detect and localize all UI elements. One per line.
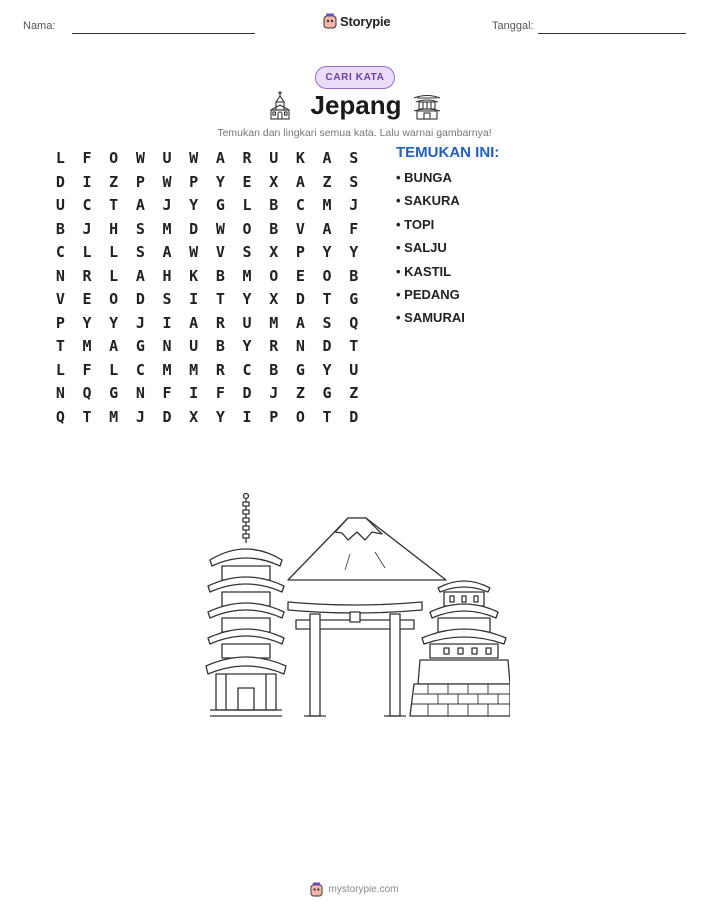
storypie-logo-icon: [323, 13, 337, 29]
grid-cell[interactable]: F: [349, 219, 359, 238]
header: [0, 0, 709, 50]
grid-cell[interactable]: U: [269, 149, 279, 167]
name-label: Nama:: [23, 20, 56, 32]
name-line[interactable]: [72, 33, 255, 34]
torii-gate-drawing: [288, 602, 422, 716]
grid-cell[interactable]: X: [269, 243, 279, 261]
grid-row: [47, 218, 367, 242]
grid-cell[interactable]: G: [215, 196, 225, 214]
grid-cell[interactable]: S: [349, 172, 359, 191]
grid-cell[interactable]: A: [215, 149, 225, 167]
grid-cell[interactable]: H: [109, 219, 119, 238]
grid-cell[interactable]: L: [55, 360, 65, 379]
grid-cell[interactable]: B: [269, 196, 279, 214]
grid-cell[interactable]: T: [349, 337, 359, 355]
japan-coloring-illustration: [200, 488, 510, 720]
grid-cell[interactable]: M: [322, 196, 332, 214]
grid-row: [47, 147, 367, 171]
grid-cell[interactable]: Y: [242, 290, 252, 308]
grid-cell[interactable]: J: [269, 384, 279, 402]
grid-cell[interactable]: Z: [349, 384, 359, 402]
grid-cell[interactable]: O: [109, 290, 119, 308]
grid-cell[interactable]: R: [82, 266, 92, 285]
grid-cell[interactable]: S: [322, 313, 332, 332]
grid-row: [47, 335, 367, 359]
title-row: [0, 90, 709, 124]
grid-cell[interactable]: O: [242, 219, 252, 238]
grid-cell[interactable]: W: [162, 172, 172, 191]
grid-cell[interactable]: Q: [82, 384, 92, 402]
grid-cell[interactable]: X: [269, 172, 279, 191]
word-item: • BUNGA: [396, 170, 452, 185]
grid-cell[interactable]: S: [135, 219, 145, 238]
grid-cell[interactable]: O: [295, 407, 305, 426]
grid-cell[interactable]: B: [269, 360, 279, 379]
grid-cell[interactable]: M: [269, 313, 279, 332]
grid-cell[interactable]: M: [189, 360, 199, 379]
grid-cell[interactable]: B: [215, 266, 225, 285]
grid-row: [47, 312, 367, 336]
grid-cell[interactable]: N: [135, 384, 145, 402]
grid-cell[interactable]: I: [189, 384, 199, 402]
grid-cell[interactable]: J: [349, 196, 359, 214]
grid-cell[interactable]: D: [349, 407, 359, 426]
grid-cell[interactable]: F: [162, 384, 172, 402]
grid-cell[interactable]: E: [295, 266, 305, 285]
grid-cell[interactable]: S: [242, 243, 252, 261]
word-list: [396, 144, 499, 334]
instructions: Temukan dan lingkari semua kata. Lalu warnai gambarnya!: [217, 127, 492, 139]
grid-cell[interactable]: R: [242, 149, 252, 167]
grid-cell[interactable]: C: [135, 360, 145, 379]
grid-cell[interactable]: P: [55, 313, 65, 332]
grid-row: [47, 382, 367, 406]
grid-cell[interactable]: G: [109, 384, 119, 402]
grid-cell[interactable]: U: [162, 149, 172, 167]
grid-cell[interactable]: Y: [322, 243, 332, 261]
grid-cell[interactable]: B: [269, 219, 279, 238]
grid-cell[interactable]: A: [109, 337, 119, 355]
grid-cell[interactable]: Q: [55, 407, 65, 426]
grid-cell[interactable]: E: [82, 290, 92, 308]
grid-cell[interactable]: D: [242, 384, 252, 402]
grid-row: [47, 288, 367, 312]
footer: [0, 880, 709, 898]
grid-cell[interactable]: O: [322, 266, 332, 285]
grid-cell[interactable]: M: [109, 407, 119, 426]
grid-cell[interactable]: K: [189, 266, 199, 285]
grid-cell[interactable]: A: [162, 243, 172, 261]
grid-cell[interactable]: R: [269, 337, 279, 355]
grid-cell[interactable]: G: [349, 290, 359, 308]
grid-row: [47, 359, 367, 383]
date-label: Tanggal:: [492, 20, 534, 32]
grid-cell[interactable]: N: [55, 384, 65, 402]
grid-cell[interactable]: D: [135, 290, 145, 308]
brand-name: Storypie: [340, 13, 391, 29]
grid-cell[interactable]: D: [55, 172, 65, 191]
grid-cell[interactable]: A: [322, 219, 332, 238]
grid-row: [47, 265, 367, 289]
grid-cell[interactable]: D: [322, 337, 332, 355]
grid-cell[interactable]: P: [189, 172, 199, 191]
grid-cell[interactable]: J: [135, 407, 145, 426]
grid-cell[interactable]: B: [55, 219, 65, 238]
grid-cell[interactable]: Y: [82, 313, 92, 332]
grid-cell[interactable]: V: [295, 219, 305, 238]
grid-cell[interactable]: U: [349, 360, 359, 379]
grid-cell[interactable]: Y: [109, 313, 119, 332]
grid-cell[interactable]: S: [135, 243, 145, 261]
word-item: • SAMURAI: [396, 310, 465, 326]
grid-cell[interactable]: T: [82, 407, 92, 426]
letter-grid[interactable]: [47, 147, 367, 429]
grid-cell[interactable]: L: [109, 360, 119, 379]
grid-cell[interactable]: P: [269, 407, 279, 426]
grid-cell[interactable]: J: [135, 313, 145, 332]
grid-cell[interactable]: D: [189, 219, 199, 238]
grid-cell[interactable]: O: [269, 266, 279, 285]
word-item: • PEDANG: [396, 286, 460, 302]
word-item: • SALJU: [396, 240, 447, 256]
grid-cell[interactable]: G: [295, 360, 305, 379]
grid-row: [47, 194, 367, 218]
mountain-drawing: [288, 518, 446, 580]
grid-row: [47, 241, 367, 265]
grid-row: [47, 406, 367, 430]
grid-cell[interactable]: D: [162, 407, 172, 426]
grid-cell[interactable]: C: [82, 196, 92, 214]
grid-cell[interactable]: I: [162, 313, 172, 332]
grid-cell[interactable]: A: [295, 313, 305, 332]
page-title: Jepang: [310, 90, 402, 120]
grid-cell[interactable]: M: [82, 337, 92, 355]
grid-cell[interactable]: T: [215, 290, 225, 308]
grid-cell[interactable]: A: [135, 266, 145, 285]
grid-cell[interactable]: A: [189, 313, 199, 332]
grid-cell[interactable]: V: [55, 290, 65, 308]
grid-cell[interactable]: Z: [322, 172, 332, 191]
grid-cell[interactable]: M: [162, 360, 172, 379]
grid-cell[interactable]: F: [215, 384, 225, 402]
grid-cell[interactable]: S: [349, 149, 359, 167]
grid-cell[interactable]: O: [109, 149, 119, 167]
grid-cell[interactable]: Y: [215, 407, 225, 426]
grid-cell[interactable]: C: [55, 243, 65, 261]
grid-cell[interactable]: M: [242, 266, 252, 285]
grid-cell[interactable]: U: [189, 337, 199, 355]
grid-cell[interactable]: U: [242, 313, 252, 332]
brand: [323, 13, 390, 29]
grid-cell[interactable]: I: [189, 290, 199, 308]
grid-cell[interactable]: U: [55, 196, 65, 214]
grid-cell[interactable]: L: [55, 149, 65, 167]
grid-cell[interactable]: H: [162, 266, 172, 285]
grid-cell[interactable]: T: [109, 196, 119, 214]
grid-cell[interactable]: C: [295, 196, 305, 214]
word-item: • SAKURA: [396, 193, 460, 209]
grid-cell[interactable]: L: [109, 243, 119, 261]
grid-cell[interactable]: C: [242, 360, 252, 379]
grid-cell[interactable]: K: [295, 149, 305, 167]
grid-cell[interactable]: W: [215, 219, 225, 238]
grid-cell[interactable]: E: [242, 172, 252, 191]
grid-cell[interactable]: G: [135, 337, 145, 355]
shrine-icon: [412, 92, 442, 120]
grid-cell[interactable]: N: [55, 266, 65, 285]
grid-cell[interactable]: X: [269, 290, 279, 308]
grid-cell[interactable]: S: [162, 290, 172, 308]
word-item: • TOPI: [396, 216, 435, 232]
grid-cell[interactable]: J: [162, 196, 172, 214]
grid-cell[interactable]: N: [295, 337, 305, 355]
grid-cell[interactable]: T: [322, 290, 332, 308]
grid-cell[interactable]: W: [135, 149, 145, 167]
grid-cell[interactable]: T: [322, 407, 332, 426]
date-line[interactable]: [538, 33, 686, 34]
grid-cell[interactable]: W: [189, 243, 199, 261]
grid-cell[interactable]: Y: [349, 243, 359, 261]
grid-cell[interactable]: B: [215, 337, 225, 355]
grid-cell[interactable]: B: [349, 266, 359, 285]
grid-cell[interactable]: Z: [109, 172, 119, 191]
church-icon: [268, 90, 292, 120]
grid-cell[interactable]: A: [295, 172, 305, 191]
grid-cell[interactable]: I: [242, 407, 252, 426]
grid-cell[interactable]: A: [322, 149, 332, 167]
grid-cell[interactable]: F: [82, 149, 92, 167]
grid-cell[interactable]: A: [135, 196, 145, 214]
grid-cell[interactable]: R: [215, 360, 225, 379]
grid-cell[interactable]: R: [215, 313, 225, 332]
grid-cell[interactable]: I: [82, 172, 92, 191]
grid-cell[interactable]: Q: [349, 313, 359, 332]
word-list-title: TEMUKAN INI:: [396, 144, 500, 161]
footer-url[interactable]: mystorypie.com: [328, 883, 399, 895]
grid-cell[interactable]: W: [189, 149, 199, 167]
grid-cell[interactable]: L: [109, 266, 119, 285]
grid-cell[interactable]: Y: [242, 337, 252, 355]
grid-cell[interactable]: Y: [215, 172, 225, 191]
grid-cell[interactable]: V: [215, 243, 225, 261]
grid-cell[interactable]: T: [55, 337, 65, 355]
grid-cell[interactable]: M: [162, 219, 172, 238]
pagoda-drawing: [206, 493, 286, 716]
grid-cell[interactable]: Z: [295, 384, 305, 402]
grid-cell[interactable]: X: [189, 407, 199, 426]
category-badge: CARI KATA: [315, 66, 395, 89]
storypie-logo-icon: [310, 882, 323, 897]
grid-cell[interactable]: G: [322, 384, 332, 402]
grid-row: [47, 171, 367, 195]
grid-cell[interactable]: Y: [322, 360, 332, 379]
grid-cell[interactable]: F: [82, 360, 92, 379]
grid-cell[interactable]: N: [162, 337, 172, 355]
grid-cell[interactable]: J: [82, 219, 92, 238]
grid-cell[interactable]: D: [295, 290, 305, 308]
grid-cell[interactable]: P: [135, 172, 145, 191]
word-item: • KASTIL: [396, 263, 452, 279]
grid-cell[interactable]: P: [295, 243, 305, 261]
grid-cell[interactable]: L: [82, 243, 92, 261]
grid-cell[interactable]: L: [242, 196, 252, 214]
grid-cell[interactable]: Y: [189, 196, 199, 214]
castle-drawing: [410, 581, 510, 716]
